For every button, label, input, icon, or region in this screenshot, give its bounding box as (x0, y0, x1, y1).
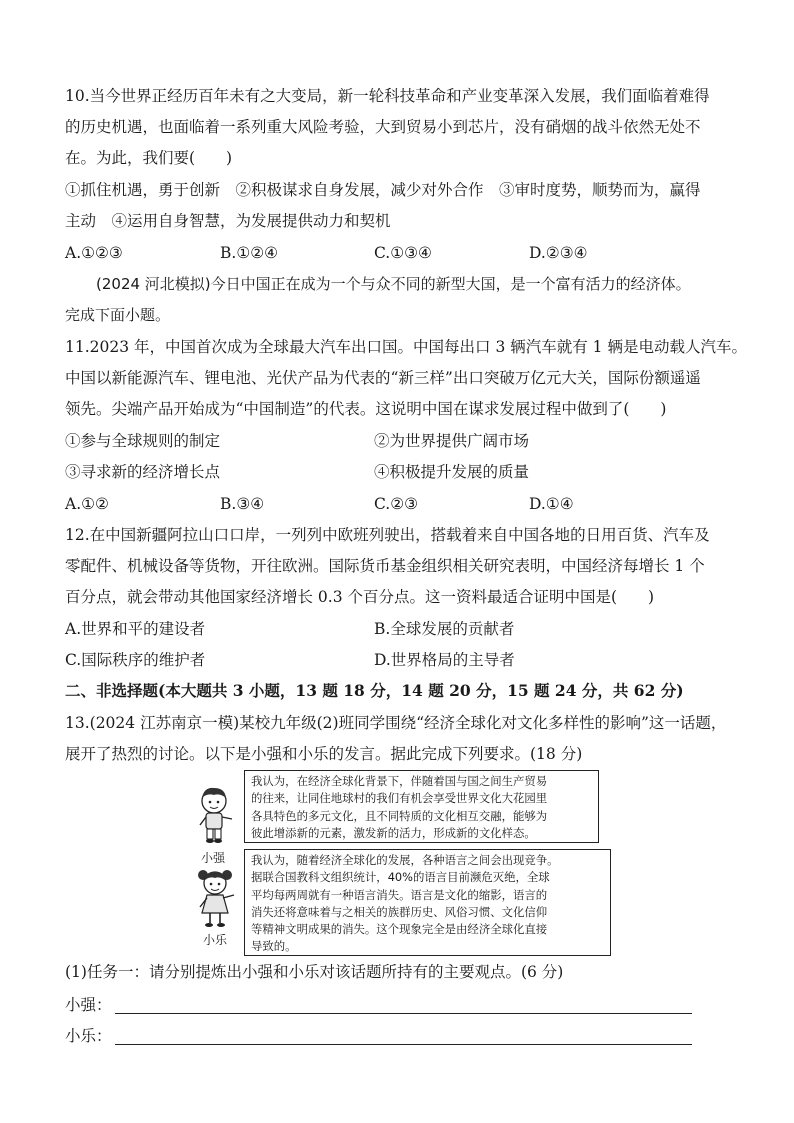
q11-option-a: A.①② (65, 495, 109, 513)
q11-statement-2: ②为世界提供广阔市场 (374, 432, 530, 450)
xiaole-speech-line: 消失还将意味着与之相关的族群历史、风俗习惯、文化信仰 (251, 904, 548, 919)
q10-option-a: A.①②③ (65, 244, 123, 262)
q12-option-a: A.世界和平的建设者 (65, 620, 206, 638)
q10-line-3: 在。为此，我们要( ) (65, 149, 233, 167)
q10-line-2: 的历史机遇，也面临着一系列重大风险考验，大到贸易小到芯片，没有硝烟的战斗依然无处不 (65, 118, 701, 136)
girl-illustration (190, 865, 240, 931)
answer-label-xiaoqiang: 小强： (65, 996, 112, 1014)
q11-line-1: 11.2023 年，中国首次成为全球最大汽车出口国。中国每出口 3 辆汽车就有 1 辆是电动载人汽车。 (65, 338, 747, 356)
q12-line-1: 12.在中国新疆阿拉山口口岸，一列列中欧班列驶出，搭载着来自中国各地的日用百货、汽车及 (65, 526, 710, 544)
q13-line-2: 展开了热烈的讨论。以下是小强和小乐的发言。据此完成下列要求。(18 分) (65, 745, 583, 763)
q12-line-2: 零配件、机械设备等货物，开往欧洲。国际货币基金组织相关研究表明，中国经济每增长 1 个 (65, 557, 705, 575)
xiaole-speech-line: 导致的。 (251, 939, 297, 954)
xiaole-label: 小乐 (203, 933, 228, 947)
q12-line-3: 百分点，就会带动其他国家经济增长 0.3 个百分点。这一资料最适合证明中国是( ) (65, 588, 655, 606)
q11-statement-4: ④积极提升发展的质量 (374, 463, 530, 481)
q11-statement-1: ①参与全球规则的制定 (65, 432, 221, 450)
boy-illustration (190, 785, 240, 847)
xiaole-speech-line: 据联合国教科文组织统计，40%的语言目前濒危灭绝，全球 (251, 870, 550, 885)
q11-line-2: 中国以新能源汽车、锂电池、光伏产品为代表的“新三样”出口突破万亿元大关，国际份额遥遥 (65, 369, 701, 387)
xiaole-speech-line: 我认为，随着经济全球化的发展，各种语言之间会出现竞争。 (251, 853, 559, 867)
task1-prompt: (1)任务一：请分别提炼出小强和小乐对该话题所持有的主要观点。(6 分) (65, 963, 564, 981)
q11-line-3: 领先。尖端产品开始成为“中国制造”的代表。这说明中国在谋求发展过程中做到了( ) (65, 400, 667, 418)
xiaoqiang-speech-line: 我认为，在经济全球化背景下，伴随着国与国之间生产贸易 (251, 774, 548, 788)
q10-line-4: ①抓住机遇，勇于创新 ②积极谋求自身发展，减少对外合作 ③审时度势，顺势而为，赢得 (65, 181, 701, 199)
xiaoqiang-speech-bubble (244, 770, 599, 843)
xiaole-speech-line: 平均每两周就有一种语言消失。语言是文化的缩影，语言的 (251, 887, 548, 902)
q11-option-d: D.①④ (529, 495, 574, 513)
xiaoqiang-label: 小强 (201, 851, 226, 865)
q11-statement-3: ③寻求新的经济增长点 (65, 463, 221, 481)
xiaole-speech-bubble (244, 849, 611, 956)
q10-option-b: B.①②④ (220, 244, 279, 262)
xiaole-speech-line: 等精神文明成果的消失。这个现象完全是由经济全球化直接 (251, 922, 548, 937)
answer-line-xiaoqiang[interactable] (115, 1013, 692, 1014)
xiaoqiang-speech-line: 的往来，让同住地球村的我们有机会享受世界文化大花园里 (251, 791, 548, 806)
xiaoqiang-speech-line: 各具特色的多元文化，且不同特质的文化相互交融，能够为 (251, 808, 548, 823)
q12-option-c: C.国际秩序的维护者 (65, 651, 206, 669)
answer-label-xiaole: 小乐： (65, 1027, 112, 1045)
q10-option-d: D.②③④ (529, 244, 588, 262)
q13-line-1: 13.(2024 江苏南京一模)某校九年级(2)班同学围绕“经济全球化对文化多样性的影响”这一话题， (65, 714, 727, 732)
answer-line-xiaole[interactable] (115, 1044, 692, 1045)
q11-option-c: C.②③ (374, 495, 419, 513)
intro-line-2: 完成下面小题。 (65, 306, 171, 324)
section-heading: 二、非选择题(本大题共 3 小题，13 题 18 分，14 题 20 分，15 题 24 分，共 62 分) (65, 681, 684, 700)
q10-line-1: 10.当今世界正经历百年未有之大变局，新一轮科技革命和产业变革深入发展，我们面临着难得 (65, 87, 710, 105)
q10-line-5: 主动 ④运用自身智慧，为发展提供动力和契机 (65, 212, 391, 230)
q10-option-c: C.①③④ (374, 244, 432, 262)
q12-option-d: D.世界格局的主导者 (374, 651, 515, 669)
q11-option-b: B.③④ (220, 495, 265, 513)
intro-line-1: (2024 河北模拟)今日中国正在成为一个与众不同的新型大国，是一个富有活力的经济体。 (96, 275, 691, 293)
q12-option-b: B.全球发展的贡献者 (374, 620, 515, 638)
xiaoqiang-speech-line: 彼此增添新的元素，激发新的活力，形成新的文化样态。 (251, 825, 536, 840)
